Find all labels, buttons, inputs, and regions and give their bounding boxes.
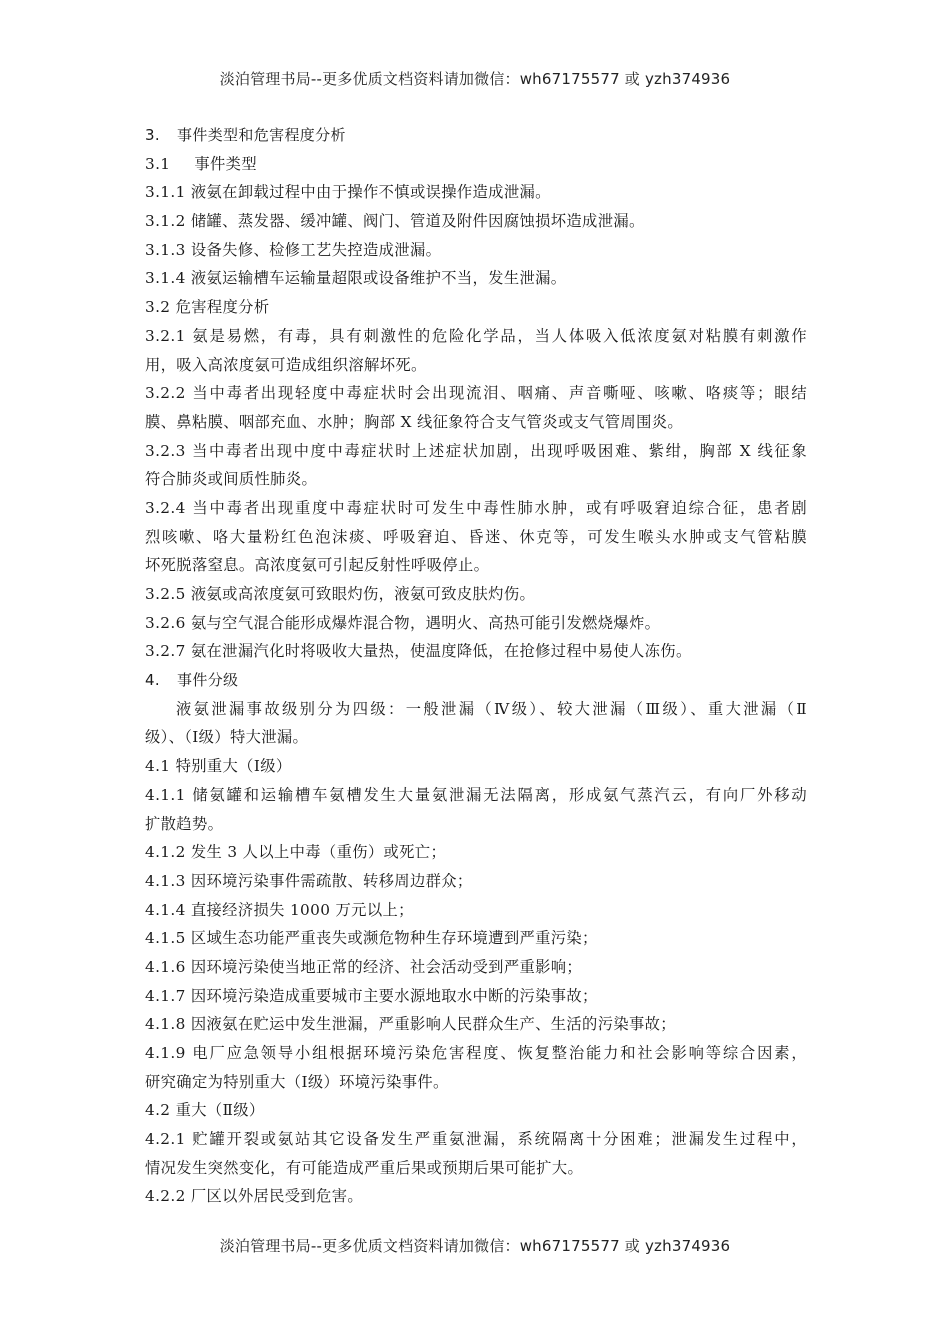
paragraph-3-2-4-cont: 烈咳嗽、咯大量粉红色泡沫痰、呼吸窘迫、昏迷、休克等，可发生喉头水肿或支气管粘膜 — [145, 527, 807, 546]
paragraph-4-1-3: 4.1.3 因环境污染事件需疏散、转移周边群众； — [145, 871, 473, 890]
paragraph-4-1-6: 4.1.6 因环境污染使当地正常的经济、社会活动受到严重影响； — [145, 957, 583, 976]
paragraph-4-intro: 液氨泄漏事故级别分为四级：一般泄漏（Ⅳ级）、较大泄漏（Ⅲ级）、重大泄漏（Ⅱ — [176, 699, 807, 718]
section-heading-3 — [145, 121, 807, 150]
paragraph-4-1-1-cont: 扩散趋势。 — [145, 814, 224, 833]
section-number: 4. — [145, 671, 161, 690]
paragraph-4-intro-cont: 级）、（Ⅰ级）特大泄漏。 — [145, 728, 309, 747]
paragraph-3-2-7: 3.2.7 氨在泄漏汽化时将吸收大量热，使温度降低，在抢修过程中易使人冻伤。 — [145, 642, 692, 661]
paragraph-4-1-5: 4.1.5 区域生态功能严重丧失或濒危物种生存环境遭到严重污染； — [145, 929, 598, 948]
paragraph-3-2-4: 3.2.4 当中毒者出现重度中毒症状时可发生中毒性肺水肿，或有呼吸窘迫综合征，患者剧 — [145, 498, 807, 517]
paragraph-3-2-1: 3.2.1 氨是易燃，有毒，具有刺激性的危险化学品，当人体吸入低浓度氨对粘膜有刺激作 — [145, 326, 807, 345]
paragraph-3-2-2: 3.2.2 当中毒者出现轻度中毒症状时会出现流泪、咽痛、声音嘶哑、咳嗽、咯痰等；眼结 — [145, 384, 807, 403]
subsection-heading-4-2: 4.2 重大（Ⅱ级） — [145, 1101, 265, 1120]
list-item: 3.1.3 设备失修、检修工艺失控造成泄漏。 — [145, 240, 442, 259]
paragraph-4-1-9: 4.1.9 电厂应急领导小组根据环境污染危害程度、恢复整治能力和社会影响等综合因素， — [145, 1044, 807, 1062]
section-heading-4 — [145, 666, 807, 695]
paragraph-3-2-4-cont2: 坏死脱落窒息。高浓度氨可引起反射性呼吸停止。 — [145, 556, 490, 575]
paragraph-4-2-1: 4.2.1 贮罐开裂或氨站其它设备发生严重氨泄漏，系统隔离十分困难；泄漏发生过程中， — [145, 1130, 807, 1149]
subsection-heading-4-1: 4.1 特别重大（Ⅰ级） — [145, 757, 292, 776]
paragraph-3-2-6: 3.2.6 氨与空气混合能形成爆炸混合物，遇明火、高热可能引发燃烧爆炸。 — [145, 613, 661, 632]
paragraph-3-2-1-cont: 用，吸入高浓度氨可造成组织溶解坏死。 — [145, 355, 427, 374]
list-item: 3.1.4 液氨运输槽车运输量超限或设备维护不当，发生泄漏。 — [145, 269, 567, 288]
paragraph-4-1-7: 4.1.7 因环境污染造成重要城市主要水源地取水中断的污染事故； — [145, 986, 598, 1005]
subsection-heading-3-2: 3.2 危害程度分析 — [145, 298, 270, 317]
footer-watermark: 淡泊管理书局--更多优质文档资料请加微信：wh67175577 或 yzh374936 — [219, 1237, 731, 1255]
paragraph-4-2-1-cont: 情况发生突然变化，有可能造成严重后果或预期后果可能扩大。 — [145, 1158, 584, 1177]
paragraph-4-1-8: 4.1.8 因液氨在贮运中发生泄漏，严重影响人民群众生产、生活的污染事故； — [145, 1015, 676, 1034]
section-number: 3. — [145, 126, 161, 144]
list-item: 3.1.1 液氨在卸载过程中由于操作不慎或误操作造成泄漏。 — [145, 183, 551, 202]
header-watermark: 淡泊管理书局--更多优质文档资料请加微信：wh67175577 或 yzh374936 — [219, 70, 731, 88]
subsection-heading-3-1: 3.1 事件类型 — [145, 154, 257, 173]
paragraph-4-1-4: 4.1.4 直接经济损失 1000 万元以上； — [145, 900, 414, 919]
document-body — [145, 121, 807, 1211]
paragraph-4-1-9-cont: 研究确定为特别重大（Ⅰ级）环境污染事件。 — [145, 1072, 449, 1091]
paragraph-3-2-3: 3.2.3 当中毒者出现中度中毒症状时上述症状加剧，出现呼吸困难、紫绀，胸部 X 线征象 — [145, 441, 807, 460]
section-title: 事件类型和危害程度分析 — [177, 126, 346, 144]
paragraph-4-2-2: 4.2.2 厂区以外居民受到危害。 — [145, 1187, 364, 1206]
paragraph-3-2-5: 3.2.5 液氨或高浓度氨可致眼灼伤，液氨可致皮肤灼伤。 — [145, 585, 536, 603]
section-title: 事件分级 — [177, 671, 239, 690]
paragraph-3-2-3-cont: 符合肺炎或间质性肺炎。 — [145, 470, 318, 489]
paragraph-4-1-2: 4.1.2 发生 3 人以上中毒（重伤）或死亡； — [145, 843, 447, 862]
list-item: 3.1.2 储罐、蒸发器、缓冲罐、阀门、管道及附件因腐蚀损坏造成泄漏。 — [145, 212, 645, 231]
paragraph-4-1-1: 4.1.1 储氨罐和运输槽车氨槽发生大量氨泄漏无法隔离，形成氨气蒸汽云，有向厂外移动 — [145, 785, 807, 804]
paragraph-3-2-2-cont: 膜、鼻粘膜、咽部充血、水肿；胸部 X 线征象符合支气管炎或支气管周围炎。 — [145, 412, 684, 431]
